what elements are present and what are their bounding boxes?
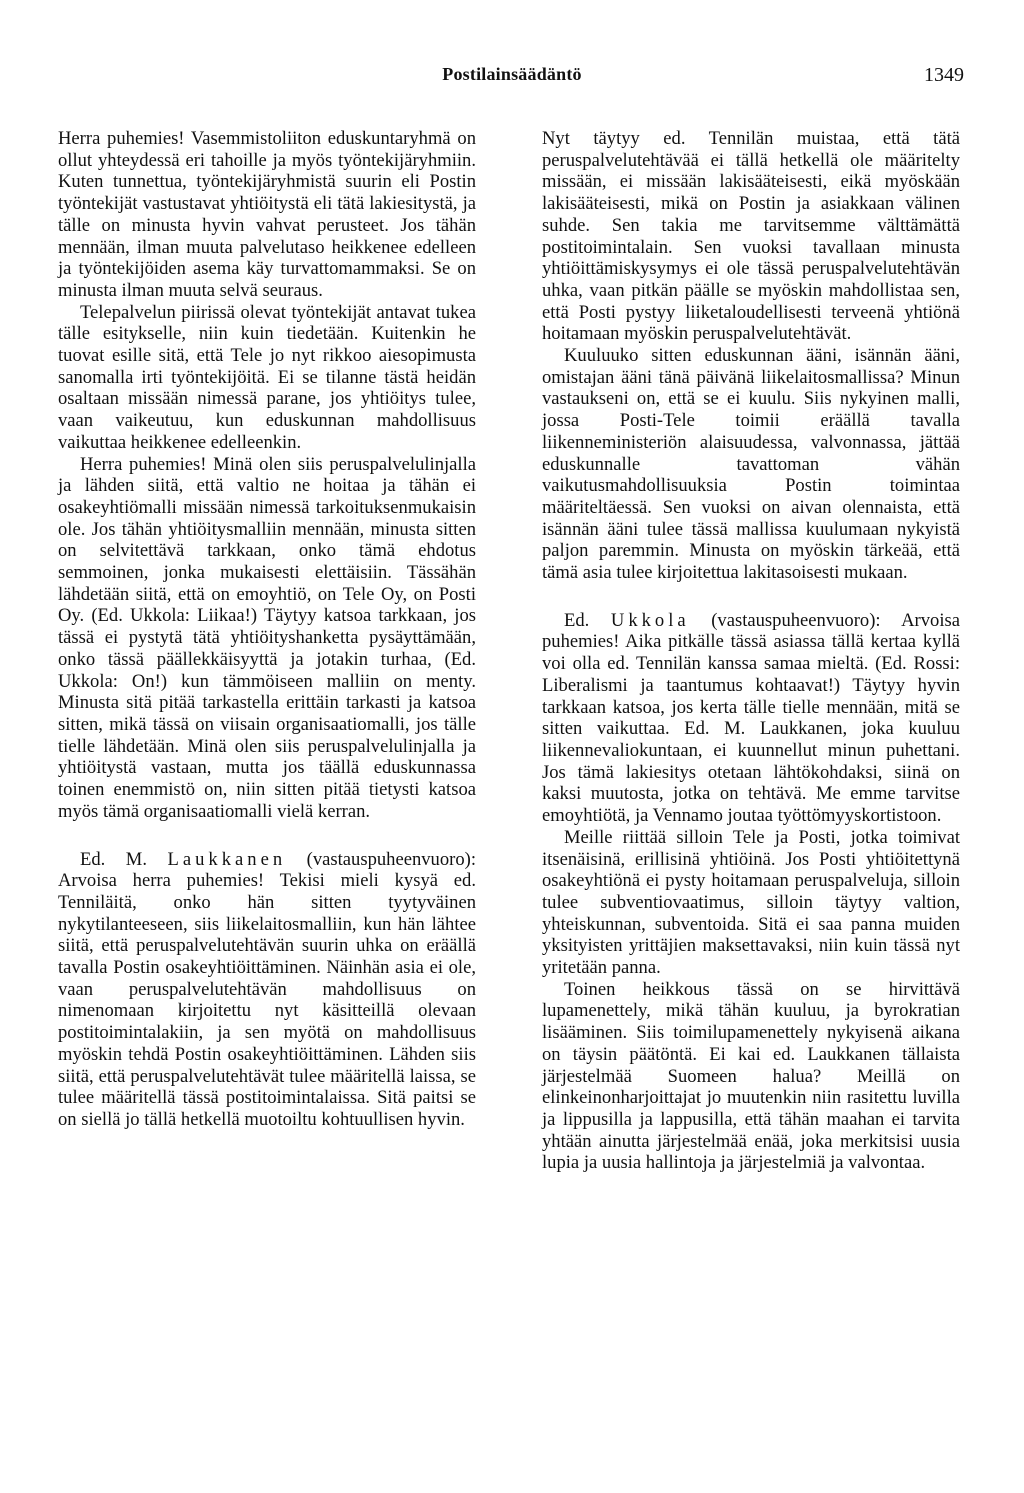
speaker-paragraph: [58, 849, 476, 1131]
speaker-paragraph: [542, 610, 960, 827]
paragraph: Kuuluuko sitten eduskunnan ääni, isännän ääni, omistajan ääni tänä päivänä liikelaitosmallissa? Minun vastaukseni on, että se ei kuulu. Siis nykyinen malli, jossa Posti-Tele toimii eräällä tavalla liikenneministeriön alaisuudessa, valvonnassa, jättää eduskunnalle tavattoman vähän vaikutusmahdollisuuksia Postin toimintaa määriteltäessä. Sen vuoksi on aivan olennaista, että isännän ääni tulee tässä mallissa kuulumaan nykyistä paljon paremmin. Minusta on myöskin tärkeää, että tämä asia tulee kirjoitettua lakitasoisesti mukaan.: [542, 345, 960, 584]
running-title: Postilainsäädäntö: [442, 64, 582, 84]
paragraph: Toinen heikkous tässä on se hirvittävä lupamenettely, mikä tähän kuuluu, ja byrokratian lisääminen. Siis toimilupamenettely nykyisenä aikana on täysin päätöntä. Ei kai ed. Laukkanen tällaista järjestelmää Suomeen halua? Meillä on elinkeinonharjoittajat jo muutenkin niin rasitettu luvilla ja lippusilla ja lappusilla, että tähän maahan ei tarvita yhtään ainutta järjestelmää enää, joka merkitsisi uusia lupia ja uusia hallintoja ja järjestelmiä ja valvontaa.: [542, 978, 960, 1174]
speech-text: (vastauspuheenvuoro): Arvoisa puhemies! Aika pitkälle tässä asiassa tällä kertaa kyllä voi olla ed. Tennilän kanssa samaa mieltä. (Ed. Rossi: Liberalismi ja taantumus kohtaavat!) Täytyy hyvin tarkkaan katsoa, jos kerta tälle tielle mennään, mitä se sitten vaikuttaa. Ed. M. Laukkanen, joka kuuluu liikennevaliokuntaan, ei kuunnellut minun puhettani. Jos tämä lakiesitys otetaan lähtökohdaksi, siinä on kaksi muutosta, jotka on tehtävä. Me emme tarvitse emoyhtiötä, ja Vennamo joutaa työttömyyskortistoon.: [542, 609, 960, 827]
speaker-prefix: Ed.: [564, 609, 590, 631]
paragraph: Meille riittää silloin Tele ja Posti, jotka toimivat itsenäisinä, erillisinä yhtiöinä. Jos Posti yhtiöitettynä osakeyhtiönä ei pysty hoitamaan peruspalveluja, silloin tulee subventiovaatimus, silloin täytyy valtion, yhteiskunnan, subventoida. Sitä ei saa panna muiden yksityisten yrittäjien maksettavaksi, niin kuin tässä nyt yritetään panna.: [542, 826, 960, 979]
right-column: [542, 128, 960, 1174]
paragraph: Nyt täytyy ed. Tennilän muistaa, että tätä peruspalvelutehtävää ei tällä hetkellä ole määritelty missään, ei missään lakisääteisesti, eikä myöskään lakisääteisesti, mikä on Postin ja asiakkaan välinen suhde. Sen takia me tarvitsemme välttämättä postitoimintalain. Sen vuoksi tavallaan minusta yhtiöittämiskysymys ei ole tässä peruspalvelutehtävän uhka, vaan pitkän päälle se myöskin mahdollistaa sen, että Posti pystyy liiketaloudellisesti terveenä yhtiönä hoitamaan myöskin peruspalvelutehtävät.: [542, 128, 960, 345]
paragraph: Herra puhemies! Vasemmistoliiton eduskuntaryhmä on ollut yhteydessä eri tahoille ja myös työntekijäryhmiin. Kuten tunnettua, työntekijäryhmistä suurin eli Postin työntekijät vastustavat yhtiöitystä eli tätä lakiesitystä, ja tälle on minusta hyvin vahvat perusteet. Jos tähän mennään, ilman muuta palvelutaso heikkenee edelleen ja työntekijöiden asema käy turvattomammaksi. Se on minusta ilman muuta selvä seuraus.: [58, 128, 476, 301]
paragraph: Herra puhemies! Minä olen siis peruspalvelulinjalla ja lähden siitä, että valtio ne hoitaa ja tähän ei osakeyhtiömalli missään nimessä tarkoituksenmukaisin ole. Jos tähän yhtiöitysmalliin mennään, minusta sitten on selvitettävä tarkkaan, onko tämä ehdotus semmoinen, jonka mukaisesti elettäisiin. Tässähän lähdetään siitä, että on emoyhtiö, on Tele Oy, on Posti Oy. (Ed. Ukkola: Liikaa!) Täytyy katsoa tarkkaan, jos tässä ei pystytä tätä yhtiöityshanketta pysäyttämään, onko tässä päällekkäisyyttä ja jotakin turhaa, (Ed. Ukkola: On!) kun tämmöiseen malliin on menty. Minusta sitä pitää tarkastella erittäin tarkasti ja katsoa sitten, mikä tässä on viisain organisaatiomalli, jos tälle tielle lähdetään. Minä olen siis peruspalvelulinjalla ja yhtiöitystä vastaan, mutta jos täällä eduskunnassa toinen enemmistö on, niin sitten pitää tietysti katsoa myös tämä organisaatiomalli vielä kerran.: [58, 453, 476, 822]
paragraph: Telepalvelun piirissä olevat työntekijät antavat tukea tälle esitykselle, niin kuin tiedetään. Kuitenkin he tuovat esille sitä, että Tele jo nyt rikkoo aiesopimusta sanomalla irti työntekijöitä. Ei se tilanne tästä heidän osaltaan missään nimessä parane, jos yhtiöitys tulee, vaan vaikeutuu, kun eduskunnan mahdollisuus vaikuttaa heikkenee edelleenkin.: [58, 301, 476, 453]
page-number: 1349: [924, 64, 964, 86]
speaker-prefix: Ed. M.: [80, 848, 147, 870]
speaker-name: Laukkanen: [167, 848, 287, 870]
left-column: [58, 128, 476, 1131]
speech-text: (vastauspuheenvuoro): Arvoisa herra puhemies! Tekisi mieli kysyä ed. Tenniläitä, onko hän sitten tyytyväinen nykytilanteeseen, siis liikelaitosmalliin, kun hän lähtee siitä, että peruspalvelutehtävän suurin uhka on eräällä tavalla Postin osakeyhtiöittäminen. Näinhän asia ei ole, vaan peruspalvelutehtävän mahdollisuus on nimenomaan kirjoitettu nyt käsitteillä olevaan postitoimintalakiin, ja sen myötä on mahdollisuus myöskin tehdä Postin osakeyhtiöittäminen. Lähden siis siitä, että peruspalvelutehtävät tulee määritellä laissa, se tulee määritellä tässä postitoimintalaissa. Sitä paitsi se on siellä jo tällä hetkellä muotoiltu kohtuullisen hyvin.: [58, 848, 476, 1130]
speaker-name: Ukkola: [610, 609, 690, 631]
